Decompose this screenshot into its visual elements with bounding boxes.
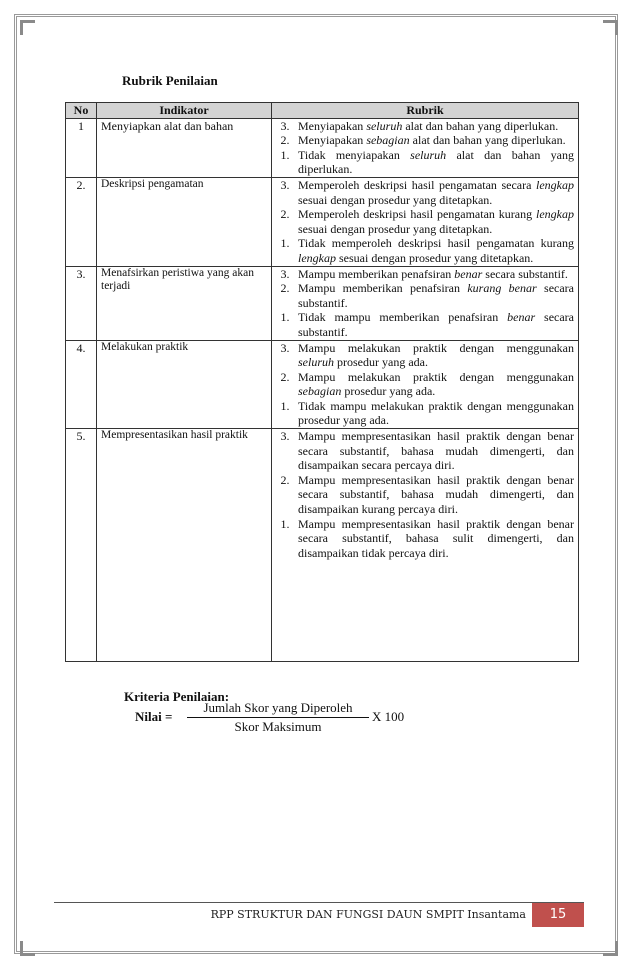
rubric-score: 3. [280, 118, 290, 133]
rubric-text-post: prosedur yang ada. [334, 355, 428, 370]
rubric-text-emphasis: seluruh [366, 118, 403, 133]
rubric-score: 1. [280, 516, 290, 531]
rubric-text [298, 341, 574, 370]
table-header-row [66, 103, 579, 119]
rubric-text-emphasis: benar [454, 266, 483, 281]
rubric-item [272, 119, 574, 134]
rubric-text-post: alat dan bahan yang diperlukan. [402, 118, 559, 133]
rubric-score: 3. [280, 177, 290, 192]
rubric-text [298, 236, 574, 265]
rubric-text-post: sesuai dengan prosedur yang ditetapkan. [336, 250, 534, 265]
section-title: Rubrik Penilaian [122, 73, 218, 88]
row-indikator: Menafsirkan peristiwa yang akan terjadi [97, 266, 272, 340]
rubric-item [272, 133, 574, 148]
row-number: 5. [66, 429, 97, 662]
header-no: No [66, 103, 97, 119]
rubric-text [298, 310, 574, 339]
rubric-text-post: alat dan bahan yang diperlukan. [409, 133, 566, 148]
rubric-item [272, 236, 574, 265]
row-rubrik [272, 177, 579, 266]
rubric-text-emphasis: lengkap [298, 250, 336, 265]
rubric-text [298, 517, 574, 561]
rubric-text-emphasis: sebagian [366, 133, 410, 148]
rubric-text-emphasis: lengkap [536, 207, 574, 222]
rubric-score: 2. [280, 281, 290, 296]
rubric-text-pre: Mampu mempresentasikan hasil praktik dengan benar secara substantif, bahasa mudah dimengerti, dan disampaikan secara percaya diri. [298, 429, 574, 473]
rubric-item [272, 148, 574, 177]
rubric-text-pre: Tidak mampu melakukan praktik dengan menggunakan prosedur yang ada. [298, 398, 574, 428]
rubric-text [298, 148, 574, 177]
rubric-item [272, 178, 574, 207]
rubric-item [272, 429, 574, 473]
rubric-text-pre: Menyiapakan [298, 133, 367, 148]
rubric-text-post: prosedur yang ada. [341, 384, 436, 399]
row-number: 3. [66, 266, 97, 340]
row-rubrik [272, 118, 579, 177]
rubric-item [272, 310, 574, 339]
rubric-text-emphasis: seluruh [298, 355, 334, 370]
kriteria-heading: Kriteria Penilaian: [124, 689, 230, 704]
rubric-text-emphasis: seluruh [410, 147, 447, 162]
rubric-score: 1. [280, 398, 290, 413]
rubric-text-post: sesuai dengan prosedur yang ditetapkan. [298, 192, 493, 207]
rubric-text [298, 178, 574, 207]
rubric-text [298, 370, 574, 399]
rubric-text-pre: Mampu memberikan penafsiran [298, 281, 468, 296]
row-indikator: Melakukan praktik [97, 340, 272, 429]
fraction-numerator: Jumlah Skor yang Diperoleh [187, 700, 369, 718]
rubric-text-pre: Mampu mempresentasikan hasil praktik dengan benar secara substantif, bahasa sulit dimengerti, dan disampaikan tidak percaya diri. [298, 516, 574, 560]
row-number: 4. [66, 340, 97, 429]
footer-divider [54, 902, 584, 903]
rubric-item [272, 267, 574, 282]
corner-ornament-top-right [603, 20, 618, 35]
rubric-score: 2. [280, 207, 290, 222]
rubric-text [298, 267, 574, 282]
rubric-item [272, 399, 574, 428]
rubric-score: 3. [280, 266, 290, 281]
corner-ornament-bottom-right [603, 941, 618, 956]
rubric-score: 3. [280, 429, 290, 444]
rubric-score: 1. [280, 147, 290, 162]
rubric-text-pre: Memperoleh deskripsi hasil pengamatan secara [298, 177, 536, 192]
rubric-item [272, 207, 574, 236]
multiplier: X 100 [372, 709, 405, 724]
rubric-text [298, 429, 574, 473]
rubric-text-post: secara substantif. [298, 281, 574, 310]
rubric-item [272, 473, 574, 517]
rubric-text-pre: Tidak mampu memberikan penafsiran [298, 310, 508, 325]
rubric-text-pre: Mampu melakukan praktik dengan menggunakan [298, 369, 574, 384]
rubric-score: 2. [280, 133, 290, 148]
row-rubrik [272, 429, 579, 662]
footer-text: RPP STRUKTUR DAN FUNGSI DAUN SMPIT Insantama [210, 908, 526, 921]
row-number: 1 [66, 118, 97, 177]
rubric-text-pre: Memperoleh deskripsi hasil pengamatan kurang [298, 207, 536, 222]
fraction-denominator: Skor Maksimum [234, 719, 322, 734]
row-indikator: Deskripsi pengamatan [97, 177, 272, 266]
rubric-text-pre: Mampu melakukan praktik dengan menggunakan [298, 340, 574, 355]
rubric-text-post: sesuai dengan prosedur yang ditetapkan. [298, 221, 493, 236]
row-rubrik [272, 266, 579, 340]
rubric-text-pre: Mampu memberikan penafsiran [298, 266, 455, 281]
page-number: 15 [532, 903, 584, 927]
rubric-text-pre: Mampu mempresentasikan hasil praktik dengan benar secara substantif, bahasa mudah dimengerti, dan disampaikan kurang percaya diri. [298, 472, 574, 517]
rubric-item [272, 370, 574, 399]
score-fraction [187, 700, 369, 735]
rubric-text-post: secara substantif. [298, 310, 574, 339]
rubric-item [272, 341, 574, 370]
row-indikator: Menyiapkan alat dan bahan [97, 118, 272, 177]
row-rubrik [272, 340, 579, 429]
rubric-table [65, 102, 579, 662]
corner-ornament-top-left [20, 20, 35, 35]
header-rubrik: Rubrik [272, 103, 579, 119]
row-number: 2. [66, 177, 97, 266]
rubric-text-pre: Tidak menyiapakan [298, 147, 411, 162]
rubric-score: 1. [280, 310, 290, 325]
rubric-score: 3. [280, 340, 290, 355]
rubric-item [272, 281, 574, 310]
rubric-text-emphasis: kurang benar [467, 281, 537, 296]
rubric-text [298, 207, 574, 236]
header-indikator: Indikator [97, 103, 272, 119]
table-row [66, 340, 579, 429]
rubric-text [298, 473, 574, 517]
rubric-score: 2. [280, 472, 290, 487]
rubric-text-emphasis: sebagian [298, 384, 342, 399]
rubric-item [272, 517, 574, 561]
rubric-text [298, 133, 574, 148]
corner-ornament-bottom-left [20, 941, 35, 956]
table-row [66, 118, 579, 177]
rubric-text [298, 119, 574, 134]
rubric-text-pre: Menyiapakan [298, 118, 367, 133]
rubric-text [298, 399, 574, 428]
rubric-text-pre: Tidak memperoleh deskripsi hasil pengamatan kurang [298, 236, 574, 251]
table-row [66, 429, 579, 662]
rubric-text-emphasis: benar [507, 310, 536, 325]
table-row [66, 177, 579, 266]
table-row [66, 266, 579, 340]
rubric-score: 2. [280, 369, 290, 384]
row-indikator: Mempresentasikan hasil praktik [97, 429, 272, 662]
rubric-text-post: secara substantif. [482, 266, 568, 281]
rubric-text-emphasis: lengkap [536, 177, 574, 192]
rubric-score: 1. [280, 236, 290, 251]
rubric-text-post: alat dan bahan yang diperlukan. [298, 147, 574, 177]
nilai-label: Nilai = [135, 709, 173, 724]
rubric-text [298, 281, 574, 310]
